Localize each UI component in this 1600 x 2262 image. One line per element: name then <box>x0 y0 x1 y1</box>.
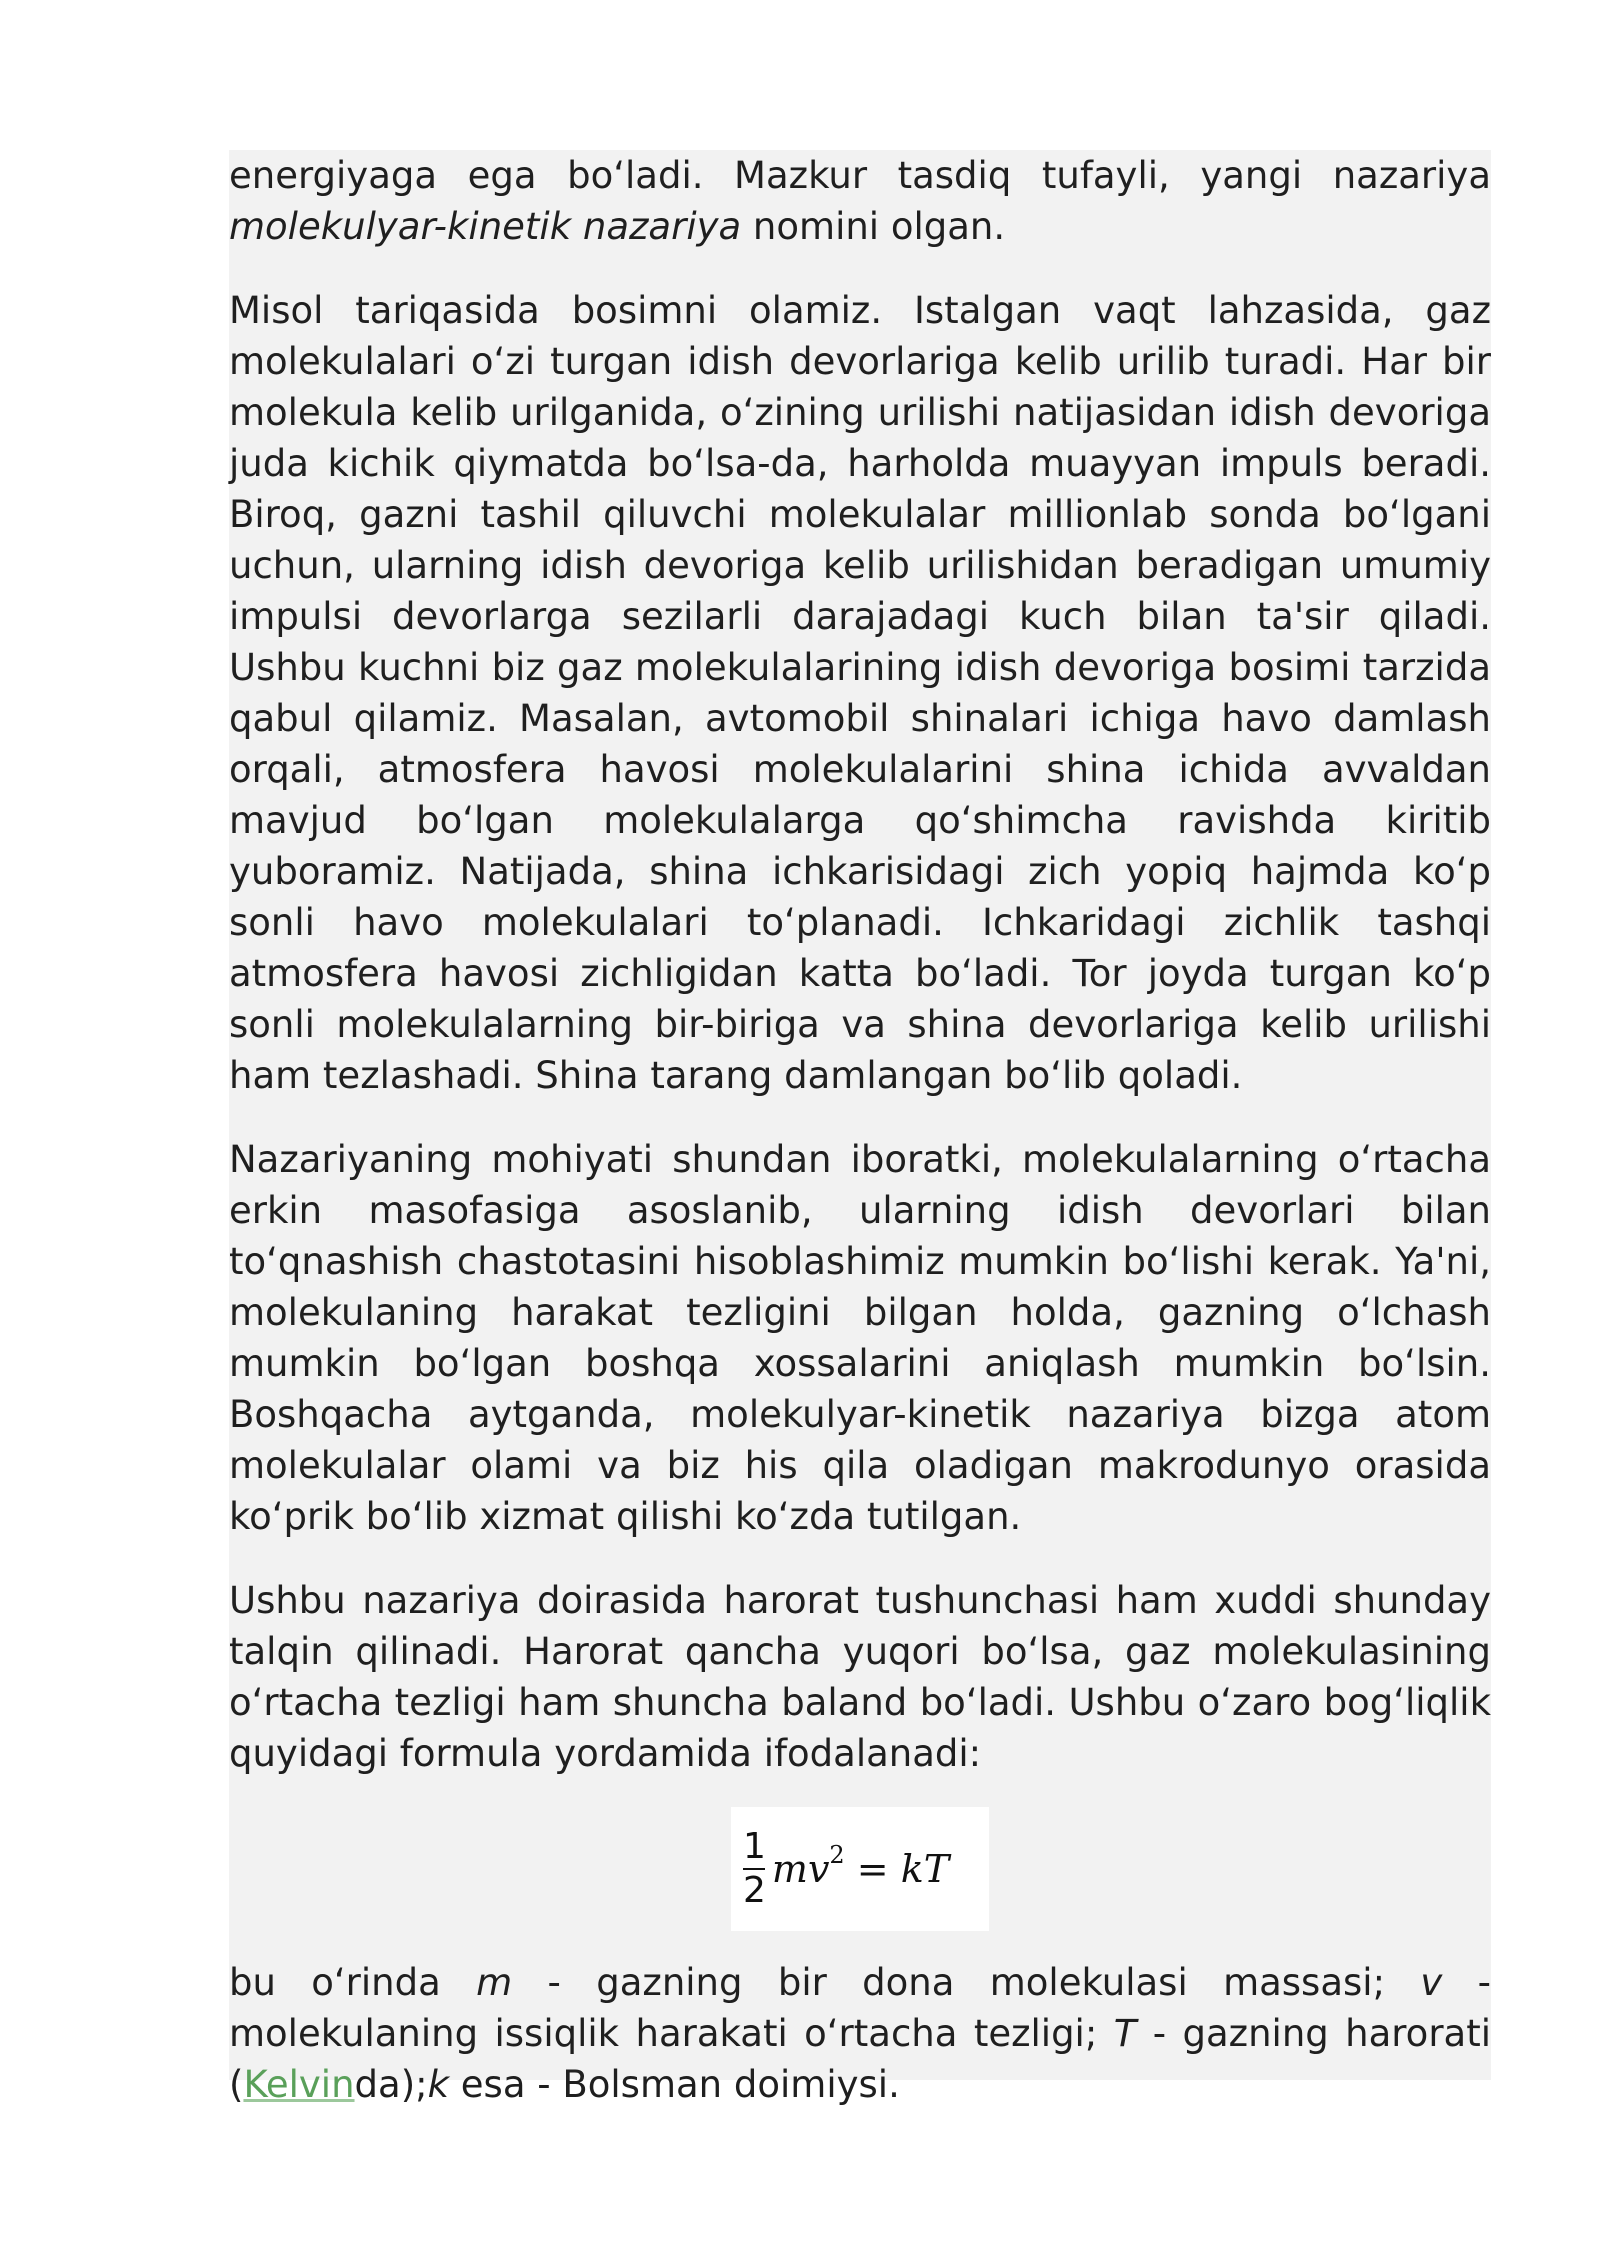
p5-var-m: m <box>476 1961 513 2004</box>
p5-var-T: T <box>1113 2012 1137 2055</box>
paragraph-4: Ushbu nazariya doirasida harorat tushunchasi ham xuddi shunday talqin qilinadi. Harorat qancha yuqori bo‘lsa, gaz molekulasining o‘rtacha tezligi ham shuncha baland bo‘ladi. Ushbu o‘zaro bog‘liqlik quyidagi formula yordamida ifodalanadi: <box>229 1579 1491 1775</box>
p5-text-5: da); <box>354 2063 428 2106</box>
fraction-one-half <box>743 1826 766 1912</box>
document-page <box>229 150 1491 2106</box>
paragraph-1-text-b: nomini olgan. <box>741 205 1006 248</box>
p5-var-v: v <box>1420 1961 1443 2004</box>
paragraph-2: Misol tariqasida bosimni olamiz. Istalgan vaqt lahzasida, gaz molekulalari o‘zi turgan idish devorlariga kelib urilib turadi. Har bir molekula kelib urilganida, o‘zining urilishi natijasidan idish devoriga juda kichik qiymatda bo‘lsa-da, harholda muayyan impuls beradi. Biroq, gazni tashil qiluvchi molekulalar millionlab sonda bo‘lgani uchun, ularning idish devoriga kelib urilishidan beradigan umumiy impulsi devorlarga sezilarli darajadagi kuch bilan ta'sir qiladi. Ushbu kuchni biz gaz molekulalarining idish devoriga bosimi tarzida qabul qilamiz. Masalan, avtomobil shinalari ichiga havo damlash orqali, atmosfera havosi molekulalarini shina ichida avvaldan mavjud bo‘lgan molekulalarga qo‘shimcha ravishda kiritib yuboramiz. Natijada, shina ichkarisidagi zich yopiq hajmda ko‘p sonli havo molekulalari to‘planadi. Ichkaridagi zichlik tashqi atmosfera havosi zichligidan katta bo‘ladi. Tor joyda turgan ko‘p sonli molekulalarning bir-biriga va shina devorlariga kelib urilishi ham tezlashadi. Shina tarang damlangan bo‘lib qoladi. <box>229 289 1491 1097</box>
paragraph-1 <box>229 150 1491 252</box>
p5-text-6: esa - Bolsman doimiysi. <box>449 2063 900 2106</box>
article-body <box>229 150 1491 2110</box>
p5-text-2: - gazning bir dona molekulasi massasi; <box>512 1961 1421 2004</box>
emphasis-term: molekulyar-kinetik nazariya <box>229 205 742 248</box>
kelvin-link[interactable]: Kelvin <box>243 2063 355 2106</box>
formula-mass: m <box>771 1846 808 1891</box>
fraction-denominator: 2 <box>743 1870 766 1911</box>
p5-text-1: bu o‘rinda <box>229 1961 477 2004</box>
formula-velocity: v <box>807 1846 830 1891</box>
formula-exponent: 2 <box>829 1840 845 1869</box>
formula-rhs: kT <box>900 1846 950 1891</box>
paragraph-1-text-a: energiyaga ega bo‘ladi. Mazkur tasdiq tufayli, yangi nazariya <box>229 154 1491 197</box>
paragraph-3: Nazariyaning mohiyati shundan iboratki, molekulalarning o‘rtacha erkin masofasiga asoslanib, ularning idish devorlari bilan to‘qnashish chastotasini hisoblashimiz mumkin bo‘lishi kerak. Ya'ni, molekulaning harakat tezligini bilgan holda, gazning o‘lchash mumkin bo‘lgan boshqa xossalarini aniqlash mumkin bo‘lsin. Boshqacha aytganda, molekulyar-kinetik nazariya bizga atom molekulalar olami va biz his qila oladigan makrodunyo orasida ko‘prik bo‘lib xizmat qilishi ko‘zda tutilgan. <box>229 1138 1491 1538</box>
p5-text-4: - gazning harorati ( <box>229 2012 1491 2106</box>
formula-image <box>731 1807 989 1931</box>
paragraph-5 <box>229 1957 1491 2110</box>
kinetic-energy-formula <box>743 1813 949 1925</box>
p5-text-3: - molekulaning issiqlik harakati o‘rtacha tezligi; <box>229 1961 1491 2055</box>
p5-var-k: k <box>427 2063 450 2106</box>
formula-equals: = <box>844 1846 901 1891</box>
fraction-numerator: 1 <box>743 1826 766 1867</box>
